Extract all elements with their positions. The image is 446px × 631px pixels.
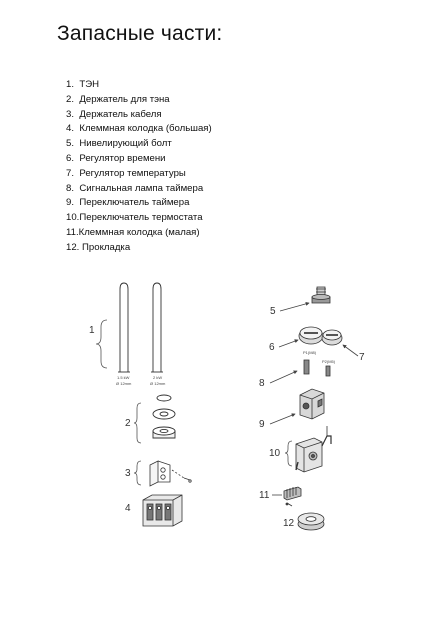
- item-name: Держатель кабеля: [79, 108, 162, 120]
- callout-2: 2: [125, 418, 131, 429]
- timer-knob-illustration: [299, 327, 323, 344]
- item-number: 5.: [66, 138, 75, 150]
- bracket-3: [134, 461, 141, 485]
- callout-7: 7: [359, 352, 365, 363]
- terminal-block-small-illustration: [284, 487, 301, 506]
- item-number: 8.: [66, 182, 75, 194]
- item-name: Держатель для тэна: [79, 93, 170, 105]
- element-a-power: 1.5 kW: [117, 375, 130, 380]
- callout-8: 8: [259, 378, 265, 389]
- lamp-label-p1: P1(M8): [303, 350, 317, 355]
- gasket-illustration: [298, 513, 324, 530]
- item-number: 7.: [66, 167, 75, 179]
- callout-9: 9: [259, 419, 265, 430]
- arrow-7: [343, 345, 358, 356]
- callout-6: 6: [269, 342, 275, 353]
- leveling-bolt-illustration: [312, 287, 330, 303]
- thermostat-knob-illustration: [322, 330, 342, 345]
- thermostat-switch-illustration: [296, 426, 331, 472]
- item-name: Переключатель таймера: [79, 197, 190, 209]
- bracket-1: [96, 320, 107, 368]
- arrow-9: [270, 414, 295, 424]
- element-a-diameter: Ø 12mm: [116, 381, 132, 386]
- terminal-block-large-illustration: [143, 495, 182, 526]
- bracket-10: [285, 441, 292, 466]
- callout-4: 4: [125, 503, 131, 514]
- item-number: 12.: [66, 241, 80, 253]
- item-number: 11.: [66, 226, 79, 238]
- item-name: ТЭН: [79, 79, 100, 90]
- element-b-diameter: Ø 12mm: [150, 381, 166, 386]
- item-name: Клеммная колодка (большая): [79, 123, 212, 135]
- page-title: Запасные части:: [57, 22, 223, 45]
- item-number: 2.: [66, 93, 75, 105]
- item-name: Регулятор температуры: [79, 167, 186, 179]
- item-name: Клеммная колодка (малая): [78, 226, 200, 238]
- item-name: Нивелирующий болт: [79, 138, 172, 150]
- item-name: Регулятор времени: [79, 152, 166, 164]
- arrow-6: [279, 340, 298, 347]
- item-number: 10.: [66, 212, 80, 224]
- heating-element-illustration: [118, 283, 163, 372]
- arrow-5: [280, 303, 309, 311]
- item-number: 4.: [66, 123, 75, 135]
- callout-11: 11: [259, 490, 270, 501]
- cable-holder-illustration: [150, 461, 191, 486]
- callout-12: 12: [283, 518, 295, 529]
- item-number: 3.: [66, 108, 75, 120]
- callout-3: 3: [125, 468, 131, 479]
- item-name: Переключатель термостата: [79, 212, 203, 224]
- element-b-power: 2 kW: [153, 375, 163, 380]
- timer-switch-illustration: [300, 389, 324, 419]
- item-number: 1.: [66, 79, 75, 90]
- callout-1: 1: [89, 325, 95, 336]
- callout-5: 5: [270, 306, 276, 317]
- lamp-label-p2: P2(M5): [322, 359, 336, 364]
- callout-10: 10: [269, 448, 281, 459]
- item-name: Сигнальная лампа таймера: [79, 182, 204, 194]
- item-number: 6.: [66, 152, 75, 164]
- item-number: 9.: [66, 197, 75, 209]
- arrow-8: [270, 371, 297, 383]
- item-name: Прокладка: [82, 241, 131, 253]
- bracket-2: [134, 403, 141, 443]
- element-holder-illustration: [153, 395, 175, 438]
